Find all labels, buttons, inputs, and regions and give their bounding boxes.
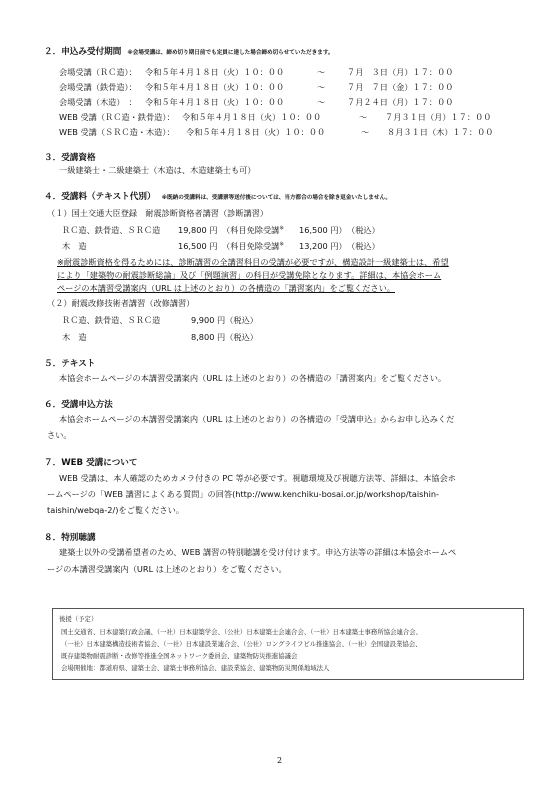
sponsors-box	[52, 608, 524, 680]
sponsors-line: 国土交通省、日本建築行政会議、（一社）日本建築学会、（公社）日本建築士会連合会、（一社）日本建築士事務所協会連合会、	[61, 628, 423, 636]
section-7-heading: ７．WEB 受講について	[44, 458, 138, 468]
section-4-heading: ４．受講料（テキスト代別） ※既納の受講料は、受講票等送付後については、当方都合の場合を除き返金いたしません。	[44, 192, 391, 202]
section-2-note: ※会場受講は、締め切り期日前でも定員に達した場合締め切らせていただきます。	[127, 50, 334, 56]
application-text-line: さい。	[47, 430, 72, 440]
web-text-line: ームページの「WEB 講習によくある質問」の回答(http://www.kenchiku-bosai.or.jp/workshop/taishin-	[47, 489, 439, 499]
qualification-text: 一級建築士・二級建築士（木造は、木造建築士も可）	[59, 165, 256, 175]
section-8-heading: ８．特別聴講	[44, 533, 96, 543]
web-text-line: taishin/webqa-2/)をご覧ください。	[47, 505, 184, 515]
sponsors-line: （一社）日本建築構造技術者協会、（一社）日本建設業連合会、（公社）ロングライフビル推進協会、（一社）全国建設業協会、	[61, 640, 422, 648]
audit-text-line: 建築士以外の受講希望者のため、WEB 講習の特別聴講を受け付けます。申込方法等の詳細は本協会ホームペ	[59, 547, 457, 557]
audit-text-line: ージの本講習受講案内（URL は上述のとおり）をご覧ください。	[47, 564, 287, 574]
section-3-heading: ３．受講資格	[44, 153, 96, 163]
fee-subsection-1: （１）国土交通大臣登録 耐震診断資格者講習（診断講習）	[47, 208, 269, 218]
section-6-heading: ６．受講申込方法	[44, 400, 113, 410]
sponsors-line: 既存建築物耐震診断・改修等推進全国ネットワーク委員会、建築物防災推進協議会	[61, 652, 298, 660]
section-4-note: ※既納の受講料は、受講票等送付後については、当方都合の場合を除き返金いたしません。	[161, 195, 391, 201]
exemption-notice-line: により「建築物の耐震診断総論」及び「例題演習」の科目が受講免除となります。詳細は、本協会ホーム	[57, 270, 442, 280]
web-text-line: WEB 受講は、本人確認のためカメラ付きの PC 等が必要です。視聴環境及び視聴方法等、詳細は、本協会ホ	[59, 473, 456, 483]
exemption-notice-line: ※耐震診断資格を得るためには、診断講習の全講習科目の受講が必要ですが、構造設計一級建築士は、希望	[57, 257, 449, 267]
sponsors-line: 会場開催地：都道府県、建築士会、建築士事務所協会、建設業協会、建築物防災関係地域法人	[61, 664, 330, 672]
fee-subsection-2: （２）耐震改修技術者講習（改修講習）	[47, 298, 195, 308]
section-2-heading: ２．申込み受付期間 ※会場受講は、締め切り期日前でも定員に達した場合締め切らせていただきます。	[44, 47, 334, 57]
sponsors-title: 後援（予定）	[59, 615, 98, 623]
exemption-notice-line: ページの本講習受講案内（URL は上述のとおり）の各構造の「講習案内」をご覧ください。	[57, 283, 395, 293]
text-info: 本協会ホームページの本講習受講案内（URL は上述のとおり）の各構造の「講習案内」をご覧ください。	[59, 373, 447, 383]
page-number: 2	[277, 756, 283, 765]
application-text-line: 本協会ホームページの本講習受講案内（URL は上述のとおり）の各構造の「受講申込」からお申し込みくだ	[59, 414, 455, 424]
section-5-heading: ５．テキスト	[44, 359, 96, 369]
